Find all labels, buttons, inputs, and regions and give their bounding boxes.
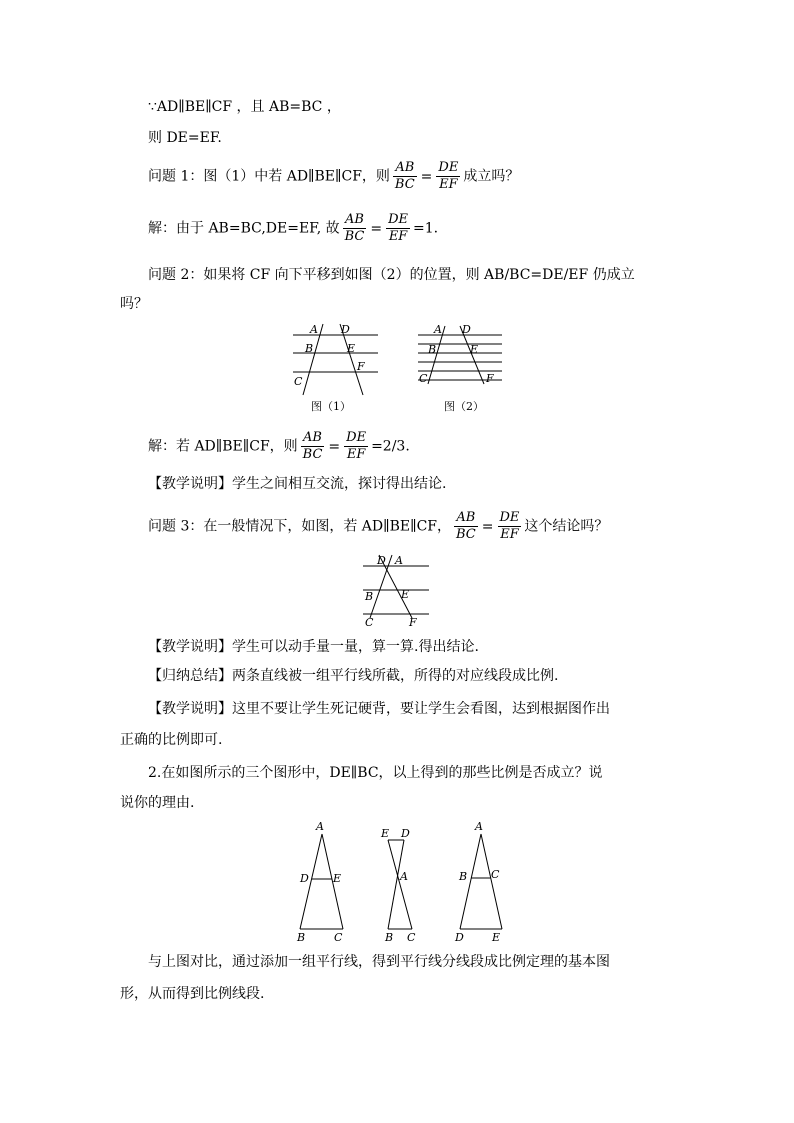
teaching-note: 【教学说明】这里不要让学生死记硬背，要让学生会看图，达到根据图作出: [148, 701, 610, 717]
triangle-figure-3: [450, 818, 520, 943]
point-label: C: [294, 375, 303, 388]
point-label: A: [400, 870, 408, 883]
point-label: C: [407, 931, 416, 943]
fraction: $\frac{DE}{EF}$: [499, 510, 520, 542]
figure-caption: 图（2）: [444, 400, 484, 413]
point-label: C: [365, 616, 374, 629]
point-label: B: [459, 870, 468, 883]
fraction: $\frac{AB}{BC}$: [456, 510, 476, 542]
point-label: D: [462, 323, 471, 336]
fraction: $\frac{DE}{EF}$: [388, 212, 409, 244]
point-label: B: [365, 590, 374, 603]
triangle-figure-2: [375, 818, 435, 943]
point-label: B: [428, 343, 437, 356]
point-label: F: [486, 372, 494, 385]
text-line: ∵AD∥BE∥CF ，且 AB=BC ，: [148, 99, 341, 115]
text-line: 正确的比例即可.: [120, 732, 223, 748]
point-label: A: [475, 820, 483, 833]
fraction: $\frac{AB}{BC}$: [344, 212, 365, 244]
figure-2: [410, 320, 510, 415]
point-label: D: [455, 931, 464, 943]
point-label: D: [377, 554, 386, 567]
fraction: $\frac{DE}{EF}$: [438, 160, 459, 192]
point-label: A: [434, 323, 442, 336]
point-label: C: [491, 868, 500, 881]
question-1-text: 问题 1：图（1）中若 AD∥BE∥CF，则: [148, 168, 390, 185]
point-label: E: [333, 872, 342, 885]
solution-2: 解：若 AD∥BE∥CF，则 $\frac{AB}{BC}$ = $\frac{DE}{EF}$ =2/3.: [148, 430, 410, 462]
point-label: A: [316, 820, 324, 833]
point-label: E: [492, 931, 501, 943]
question-3: 问题 3：在一般情况下，如图，若 AD∥BE∥CF， $\frac{AB}{BC}$ = $\frac{DE}{EF}$ 这个结论吗？: [148, 510, 609, 542]
point-label: F: [357, 360, 365, 373]
text-line: 则 DE=EF.: [148, 130, 222, 146]
point-label: E: [401, 588, 410, 601]
point-label: B: [297, 931, 306, 943]
point-label: B: [305, 342, 314, 355]
point-label: D: [300, 872, 309, 885]
text-line: 与上图对比，通过添加一组平行线，得到平行线分线段成比例定理的基本图: [148, 954, 610, 970]
point-label: D: [341, 323, 350, 336]
point-label: A: [310, 323, 318, 336]
teaching-note: 【教学说明】学生可以动手量一量，算一算.得出结论.: [148, 639, 479, 655]
fraction: $\frac{AB}{BC}$: [302, 430, 323, 462]
point-label: B: [385, 931, 394, 943]
question-1: 问题 1：图（1）中若 AD∥BE∥CF，则 $\frac{AB}{BC}$ = $\frac{DE}{EF}$ 成立吗？: [148, 160, 520, 192]
point-label: F: [409, 616, 417, 629]
figure-1: [285, 320, 385, 415]
text-line: 说你的理由.: [120, 795, 195, 811]
point-label: E: [470, 343, 479, 356]
question-2: 问题 2：如果将 CF 向下平移到如图（2）的位置，则 AB/BC=DE/EF 仍成立: [148, 267, 635, 283]
figure-caption: 图（1）: [311, 400, 351, 413]
figure-3: [357, 550, 447, 630]
triangle-figure-1: [290, 818, 360, 943]
point-label: A: [395, 554, 403, 567]
fraction: $\frac{AB}{BC}$: [394, 160, 415, 192]
point-label: D: [401, 827, 410, 840]
text-line: 形，从而得到比例线段.: [120, 986, 265, 1002]
text-line: 吗？: [120, 296, 148, 312]
exercise-2: 2.在如图所示的三个图形中，DE∥BC，以上得到的那些比例是否成立？说: [148, 765, 603, 781]
point-label: E: [347, 342, 356, 355]
point-label: E: [381, 827, 390, 840]
fraction: $\frac{DE}{EF}$: [346, 430, 367, 462]
teaching-note: 【教学说明】学生之间相互交流，探讨得出结论.: [148, 476, 447, 492]
summary-note: 【归纳总结】两条直线被一组平行线所截，所得的对应线段成比例.: [148, 668, 559, 684]
point-label: C: [334, 931, 343, 943]
solution-1: 解：由于 AB=BC,DE=EF, 故 $\frac{AB}{BC}$ = $\frac{DE}{EF}$ =1.: [148, 212, 439, 244]
point-label: C: [419, 372, 428, 385]
